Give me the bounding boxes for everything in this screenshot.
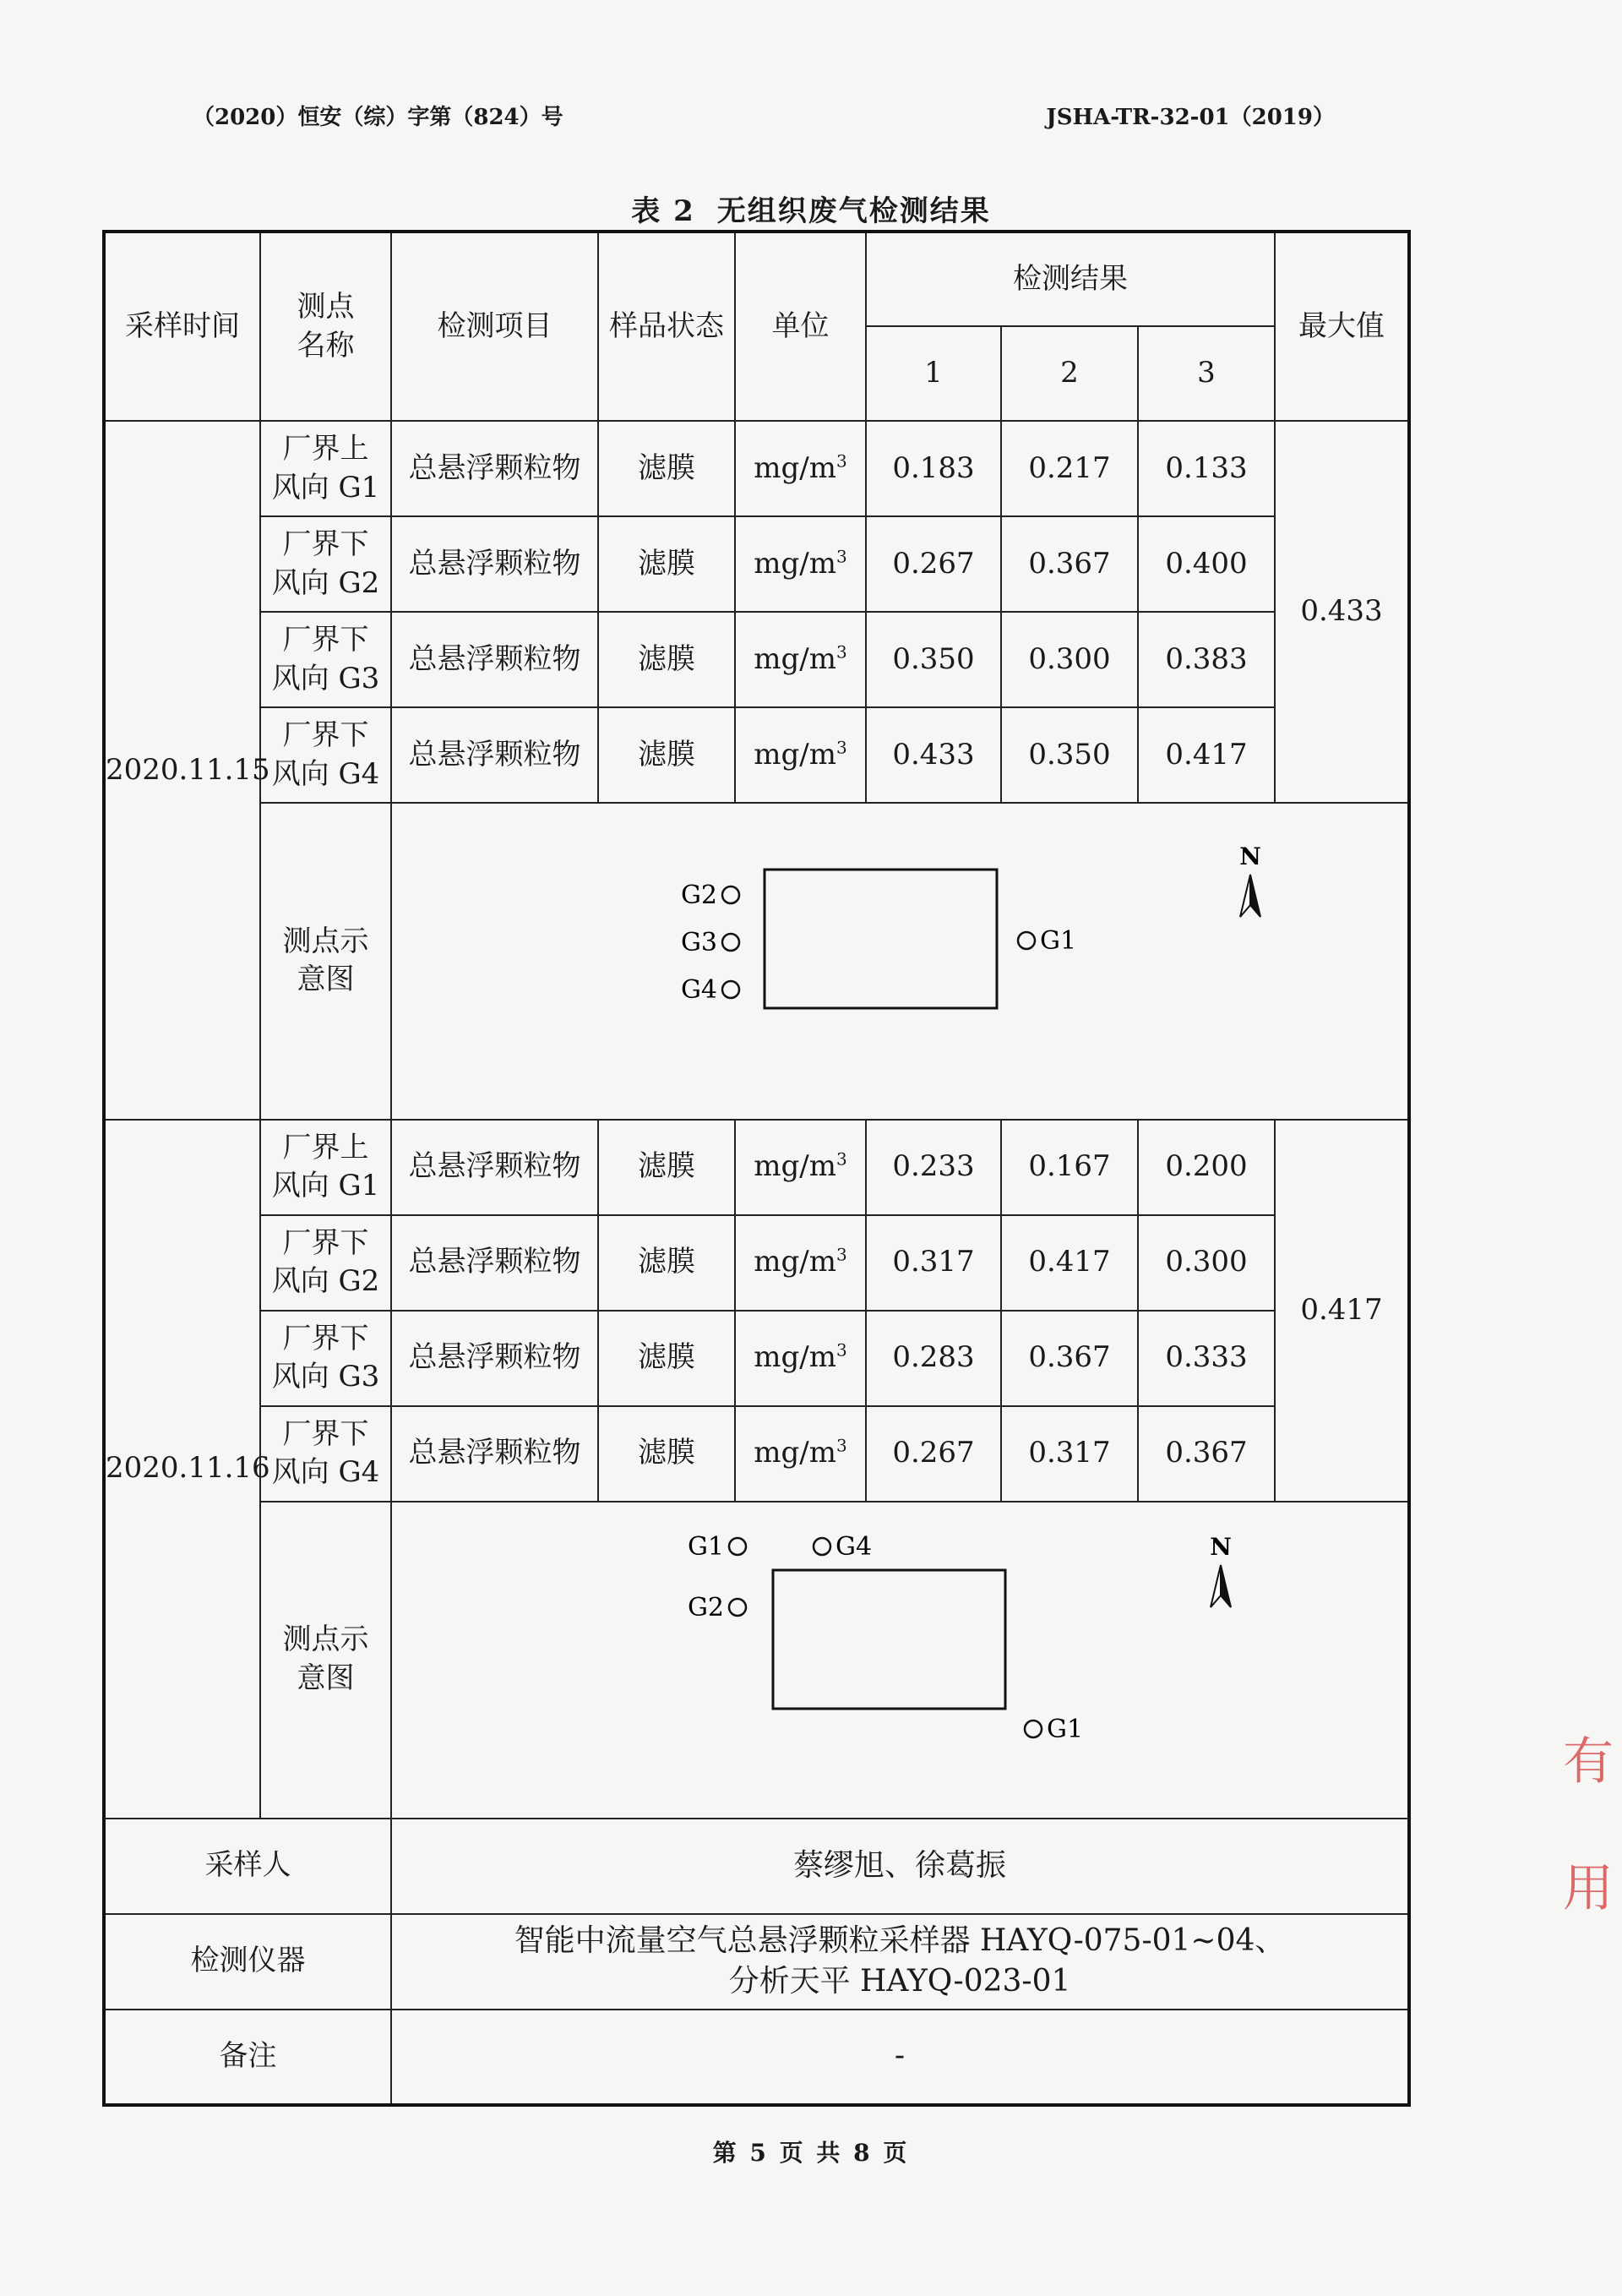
result-3: 0.383 (1138, 612, 1275, 707)
table-row (104, 421, 1409, 516)
unit-cell (735, 1120, 866, 1215)
point-label: G2 (687, 1592, 724, 1622)
table-row (104, 1120, 1409, 1215)
point-marker-icon (1025, 1721, 1042, 1737)
col-sample-state: 样品状态 (598, 232, 735, 421)
table-row (104, 1311, 1409, 1406)
point-label: G4 (835, 1531, 873, 1562)
site-diagram (393, 1502, 1407, 1807)
sampling-date: 2020.11.15 (104, 421, 260, 1120)
sampling-point-g2 (688, 1593, 746, 1622)
point-marker-icon (722, 934, 739, 951)
sample-state: 滤膜 (598, 1406, 735, 1502)
diagram-row (104, 803, 1409, 1120)
stamp-char-2: 用 (1563, 1859, 1614, 1918)
instrument-line-2: 分析天平 HAYQ-023-01 (728, 1964, 1071, 1999)
point-name-line1: 厂界下 (282, 526, 369, 561)
point-name-cell (260, 1406, 391, 1502)
diagram-label-cell (260, 803, 391, 1120)
info-value-cell (391, 1914, 1409, 2010)
diagram-cell (391, 803, 1409, 1120)
unit-base: mg/m (754, 1340, 836, 1375)
point-name-line2: 风向 G4 (271, 756, 380, 791)
sampling-point-g3 (681, 928, 739, 957)
col-result-3: 3 (1138, 326, 1275, 421)
stamp-char-1: 有 (1563, 1732, 1614, 1792)
result-3: 0.133 (1138, 421, 1275, 516)
info-label: 采样人 (104, 1819, 391, 1914)
info-row (104, 1914, 1409, 2010)
unit-cell (735, 516, 866, 612)
point-name-line2: 风向 G4 (271, 1455, 380, 1490)
unit-base: mg/m (754, 737, 836, 772)
table-row (104, 516, 1409, 612)
info-row (104, 2010, 1409, 2105)
result-1: 0.183 (866, 421, 1001, 516)
plant-boundary (773, 1570, 1005, 1709)
result-2: 0.367 (1001, 516, 1138, 612)
point-name-cell (260, 1311, 391, 1406)
sample-state: 滤膜 (598, 1311, 735, 1406)
results-table (102, 230, 1411, 2107)
point-name-cell (260, 516, 391, 612)
unit-exponent: 3 (835, 546, 847, 567)
test-item: 总悬浮颗粒物 (391, 421, 598, 516)
remark-value: - (894, 2038, 906, 2074)
sampling-point-g1 (1025, 1715, 1083, 1744)
unit-exponent: 3 (835, 1149, 847, 1170)
result-2: 0.417 (1001, 1215, 1138, 1311)
diagram-row (104, 1502, 1409, 1819)
point-name-cell (260, 612, 391, 707)
max-value: 0.433 (1275, 421, 1409, 803)
point-label: G1 (1040, 926, 1077, 956)
col-results: 检测结果 (866, 232, 1275, 326)
red-stamp-fragment (1563, 1699, 1622, 1952)
north-label: N (1210, 1532, 1232, 1561)
result-2: 0.317 (1001, 1406, 1138, 1502)
result-2: 0.167 (1001, 1120, 1138, 1215)
table-row (104, 1215, 1409, 1311)
result-3: 0.367 (1138, 1406, 1275, 1502)
unit-cell (735, 1406, 866, 1502)
result-1: 0.350 (866, 612, 1001, 707)
diagram-label-cell (260, 1502, 391, 1819)
max-value: 0.417 (1275, 1120, 1409, 1502)
sample-state: 滤膜 (598, 1120, 735, 1215)
result-2: 0.350 (1001, 707, 1138, 803)
diagram-label: 测点示意图 (282, 924, 369, 997)
point-name-cell (260, 1215, 391, 1311)
page-footer: 第 5 页 共 8 页 (712, 2139, 910, 2167)
result-1: 0.267 (866, 1406, 1001, 1502)
sample-state: 滤膜 (598, 516, 735, 612)
result-2: 0.367 (1001, 1311, 1138, 1406)
north-arrow-icon (1239, 843, 1261, 917)
unit-exponent: 3 (835, 641, 847, 663)
unit-cell (735, 707, 866, 803)
north-label: N (1239, 843, 1261, 870)
result-2: 0.300 (1001, 612, 1138, 707)
result-3: 0.400 (1138, 516, 1275, 612)
result-3: 0.200 (1138, 1120, 1275, 1215)
page-header (193, 100, 1335, 131)
unit-base: mg/m (754, 1245, 836, 1279)
test-item: 总悬浮颗粒物 (391, 1406, 598, 1502)
form-code: JSHA-TR-32-01（2019） (1046, 105, 1335, 130)
col-unit: 单位 (735, 232, 866, 421)
unit-cell (735, 421, 866, 516)
sample-state: 滤膜 (598, 421, 735, 516)
point-name-cell (260, 707, 391, 803)
point-marker-icon (722, 981, 739, 998)
unit-cell (735, 612, 866, 707)
point-label: G3 (680, 928, 717, 957)
table-row (104, 612, 1409, 707)
diagram-label: 测点示意图 (282, 1622, 369, 1696)
sampling-date: 2020.11.16 (104, 1120, 260, 1819)
sampler-names: 蔡缪旭、徐葛振 (792, 1847, 1006, 1883)
unit-base: mg/m (754, 1149, 836, 1184)
test-item: 总悬浮颗粒物 (391, 612, 598, 707)
info-row (104, 1819, 1409, 1914)
site-diagram (393, 804, 1407, 1108)
point-label: G2 (680, 881, 717, 910)
unit-base: mg/m (754, 450, 836, 485)
point-marker-icon (1018, 932, 1035, 949)
unit-exponent: 3 (835, 1436, 847, 1457)
point-marker-icon (729, 1538, 746, 1555)
result-3: 0.300 (1138, 1215, 1275, 1311)
point-name-cell (260, 421, 391, 516)
col-point-name-text: 测点名称 (297, 289, 355, 363)
unit-base: mg/m (754, 546, 836, 581)
sampling-point-g4 (814, 1532, 872, 1562)
unit-cell (735, 1215, 866, 1311)
sample-state: 滤膜 (598, 707, 735, 803)
result-1: 0.283 (866, 1311, 1001, 1406)
info-label: 备注 (104, 2010, 391, 2105)
table-caption: 无组织废气检测结果 (716, 194, 991, 228)
point-name-line2: 风向 G2 (271, 1264, 380, 1299)
info-value-cell (391, 1819, 1409, 1914)
point-name-line1: 厂界上 (282, 1130, 369, 1164)
sampling-point-g1 (688, 1532, 746, 1562)
point-name-line2: 风向 G1 (271, 470, 380, 504)
point-marker-icon (729, 1599, 746, 1616)
point-name-line1: 厂界下 (282, 717, 369, 752)
table-number: 表 2 (631, 194, 695, 228)
point-name-line1: 厂界下 (282, 1416, 369, 1451)
unit-exponent: 3 (835, 450, 847, 472)
result-2: 0.217 (1001, 421, 1138, 516)
point-name-cell (260, 1120, 391, 1215)
point-label: G1 (687, 1531, 724, 1562)
unit-exponent: 3 (835, 1245, 847, 1266)
table-row (104, 1406, 1409, 1502)
sample-state: 滤膜 (598, 612, 735, 707)
col-sampling-time: 采样时间 (104, 232, 260, 421)
point-name-line1: 厂界下 (282, 1225, 369, 1260)
point-marker-icon (814, 1538, 830, 1555)
sampling-point-g1 (1018, 926, 1076, 956)
point-label: G4 (680, 975, 717, 1005)
point-name-line1: 厂界下 (282, 622, 369, 657)
unit-cell (735, 1311, 866, 1406)
col-max: 最大值 (1275, 232, 1409, 421)
sampling-point-g4 (681, 975, 739, 1005)
plant-boundary (765, 870, 997, 1008)
diagram-cell (391, 1502, 1409, 1819)
test-item: 总悬浮颗粒物 (391, 1215, 598, 1311)
sampling-point-g2 (681, 881, 739, 910)
unit-exponent: 3 (835, 737, 847, 758)
test-item: 总悬浮颗粒物 (391, 707, 598, 803)
table-row (104, 707, 1409, 803)
result-1: 0.267 (866, 516, 1001, 612)
point-name-line2: 风向 G1 (271, 1169, 380, 1203)
test-item: 总悬浮颗粒物 (391, 1120, 598, 1215)
instrument-line-1: 智能中流量空气总悬浮颗粒采样器 HAYQ-075-01~04、 (514, 1922, 1286, 1958)
col-result-2: 2 (1001, 326, 1138, 421)
result-3: 0.417 (1138, 707, 1275, 803)
test-item: 总悬浮颗粒物 (391, 1311, 598, 1406)
result-1: 0.233 (866, 1120, 1001, 1215)
col-point-name (260, 232, 391, 421)
col-result-1: 1 (866, 326, 1001, 421)
header-row (104, 232, 1409, 326)
sample-state: 滤膜 (598, 1215, 735, 1311)
north-arrow-icon (1210, 1533, 1232, 1607)
col-test-item: 检测项目 (391, 232, 598, 421)
point-label: G1 (1047, 1714, 1084, 1744)
result-1: 0.433 (866, 707, 1001, 803)
point-name-line2: 风向 G2 (271, 565, 380, 600)
point-name-line1: 厂界下 (282, 1321, 369, 1355)
point-name-line2: 风向 G3 (271, 1360, 380, 1394)
info-label: 检测仪器 (104, 1914, 391, 2010)
unit-base: mg/m (754, 641, 836, 676)
point-marker-icon (722, 886, 739, 903)
info-value-cell (391, 2010, 1409, 2105)
table-title (0, 188, 1622, 229)
point-name-line1: 厂界上 (282, 431, 369, 466)
test-item: 总悬浮颗粒物 (391, 516, 598, 612)
result-3: 0.333 (1138, 1311, 1275, 1406)
point-name-line2: 风向 G3 (271, 661, 380, 695)
result-1: 0.317 (866, 1215, 1001, 1311)
unit-exponent: 3 (835, 1340, 847, 1361)
unit-base: mg/m (754, 1436, 836, 1470)
report-number: （2020）恒安（综）字第（824）号 (193, 105, 563, 130)
